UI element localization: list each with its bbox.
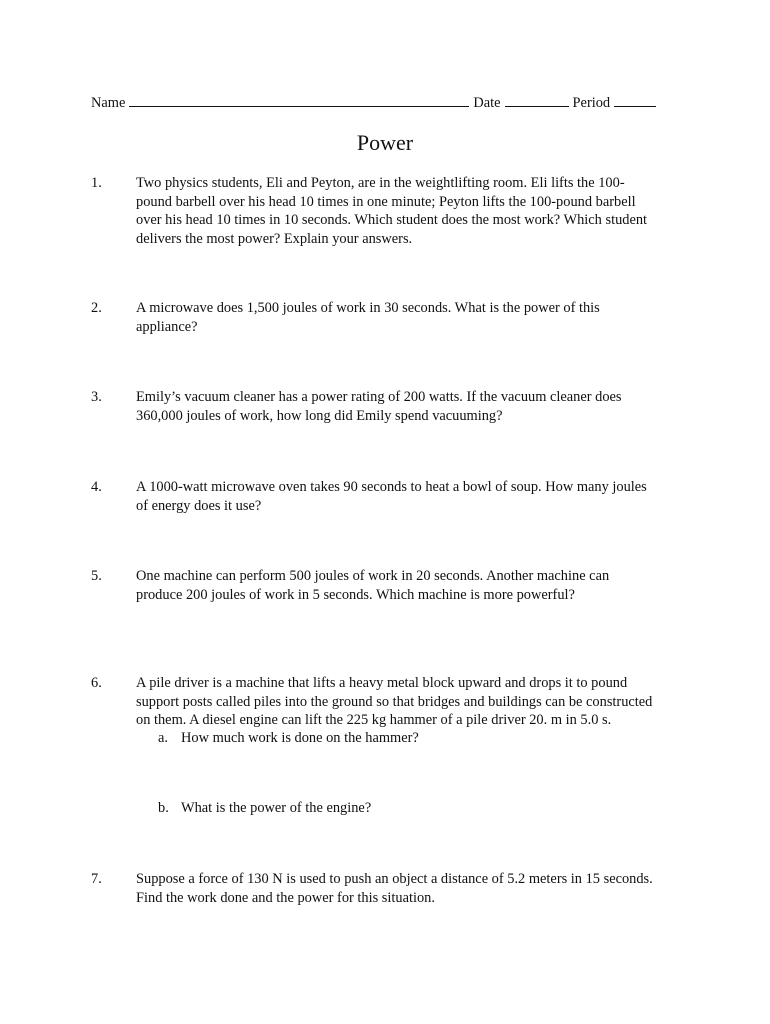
- question-number: 7.: [91, 871, 102, 887]
- date-label: Date: [473, 95, 501, 111]
- question-number: 5.: [91, 568, 102, 584]
- subpart-letter: b.: [158, 800, 169, 816]
- question-line: Suppose a force of 130 N is used to push an object a distance of 5.2 meters in 15 seconds.: [136, 871, 653, 887]
- question-line: 360,000 joules of work, how long did Emily spend vacuuming?: [136, 407, 503, 424]
- question-text: [136, 174, 686, 248]
- subpart-b: [158, 799, 371, 818]
- question-line: A microwave does 1,500 joules of work in 30 seconds. What is the power of this: [136, 300, 600, 316]
- name-blank: [129, 93, 469, 107]
- question-line: over his head 10 times in 10 seconds. Which student does the most work? Which student: [136, 212, 648, 228]
- question-line: Two physics students, Eli and Peyton, are in the weightlifting room. Eli lifts the 100-: [136, 175, 625, 191]
- question-line: One machine can perform 500 joules of work in 20 seconds. Another machine can: [136, 568, 610, 584]
- name-label: Name: [91, 95, 126, 111]
- subpart-text: How much work is done on the hammer?: [181, 730, 419, 746]
- subpart-letter: a.: [158, 730, 168, 746]
- question-line: pound barbell over his head 10 times in one minute; Peyton lifts the 100-pound barbell: [136, 193, 636, 210]
- question-number: 4.: [91, 479, 102, 495]
- question-text: [136, 674, 686, 730]
- question-line: produce 200 joules of work in 5 seconds. Which machine is more powerful?: [136, 586, 575, 603]
- question-line: delivers the most power? Explain your answers.: [136, 230, 413, 247]
- question-number: 2.: [91, 300, 102, 316]
- question-line: Find the work done and the power for this situation.: [136, 889, 435, 906]
- question-number: 1.: [91, 175, 102, 191]
- subpart-text: What is the power of the engine?: [181, 800, 372, 816]
- page-title: Power: [356, 130, 414, 155]
- question-text: [136, 299, 686, 336]
- question-number: 3.: [91, 389, 102, 405]
- question-text: [136, 567, 686, 604]
- period-blank: [614, 93, 656, 107]
- question-line: on them. A diesel engine can lift the 225 kg hammer of a pile driver 20. m in 5.0 s.: [136, 712, 612, 728]
- header-line: [91, 93, 681, 113]
- date-blank: [505, 93, 569, 107]
- question-text: [136, 870, 686, 907]
- period-label: Period: [572, 95, 611, 111]
- question-line: support posts called piles into the ground so that bridges and buildings can be constructed: [136, 693, 653, 710]
- subpart-a: [158, 729, 419, 748]
- question-number: 6.: [91, 675, 102, 691]
- question-line: appliance?: [136, 318, 198, 335]
- question-text: [136, 478, 686, 515]
- question-line: A 1000-watt microwave oven takes 90 seconds to heat a bowl of soup. How many joules: [136, 479, 647, 495]
- question-line: A pile driver is a machine that lifts a heavy metal block upward and drops it to pound: [136, 675, 628, 691]
- question-text: [136, 388, 686, 425]
- question-line: of energy does it use?: [136, 497, 262, 514]
- question-line: Emily’s vacuum cleaner has a power rating of 200 watts. If the vacuum cleaner does: [136, 389, 622, 405]
